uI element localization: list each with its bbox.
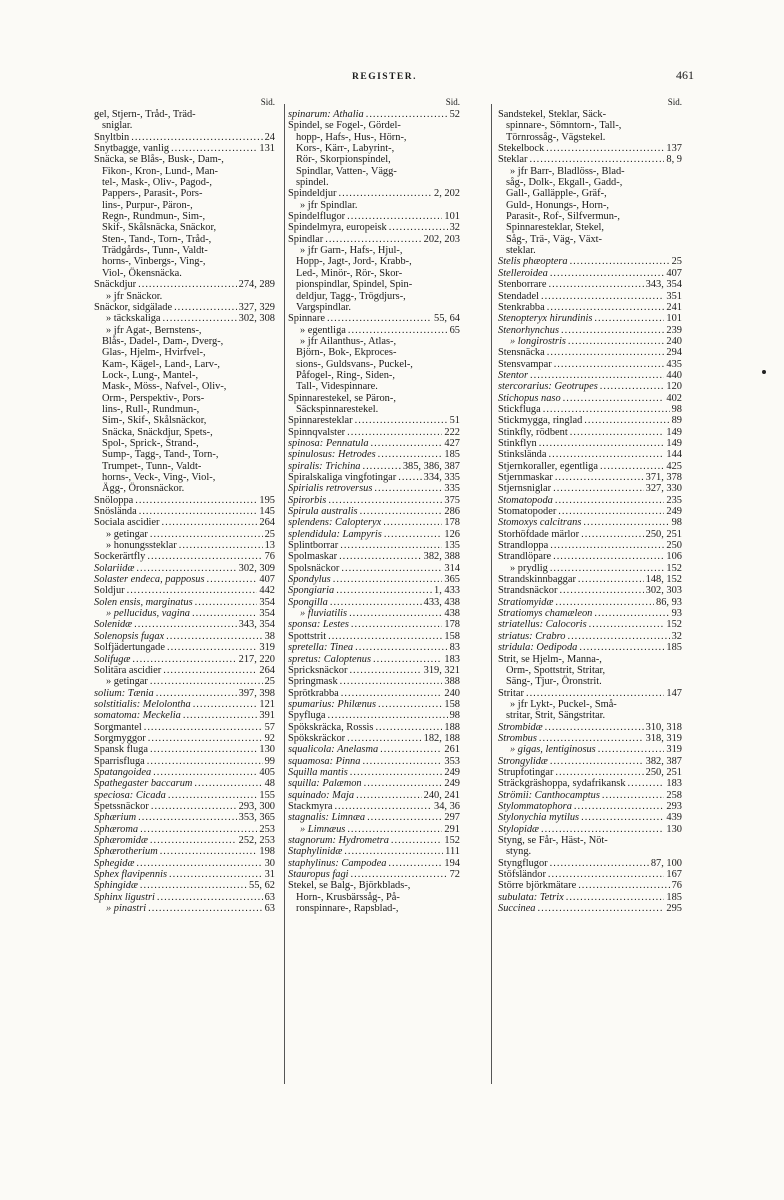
index-line: Blås-, Dadel-, Dam-, Dverg-, [102, 335, 224, 347]
index-entry: Solifugæ ..... 217, 220 [94, 654, 275, 665]
index-entry: Stomatopoder ..... 249 [498, 506, 682, 517]
index-entry: Sphegidæ ..... 30 [94, 858, 275, 869]
index-line: Hopp-, Jagt-, Jord-, Krabb-, [296, 256, 412, 268]
index-line: Spol-, Sprick-, Strand-, [102, 437, 199, 449]
index-entry: Snäckor, sidgälade ..... 327, 329 [94, 302, 275, 313]
index-entry: Strombus ..... 318, 319 [498, 733, 682, 744]
index-entry: stercorarius: Geotrupes ..... 120 [498, 381, 682, 392]
index-line: sions-, Guldsvans-, Puckel-, [296, 358, 413, 370]
index-line: Orm-, Perspektiv-, Pors- [102, 392, 205, 404]
index-entry: Soldjur ..... 442 [94, 585, 275, 596]
index-line: gel, Stjern-, Tråd-, Träd- [94, 109, 196, 120]
index-entry: Spindelmyra, europeisk ..... 32 [288, 222, 460, 233]
index-entry: spinosa: Pennatula ..... 427 [288, 438, 460, 449]
index-entry: spumarius: Philænus ..... 158 [288, 699, 460, 710]
index-entry: stagnalis: Limnæa ..... 297 [288, 812, 460, 823]
page-ref-header: Sid. [260, 97, 275, 107]
index-entry: Sorgmyggor ..... 92 [94, 733, 275, 744]
index-line: » jfr Lykt-, Puckel-, Små- [510, 698, 617, 710]
index-line: » jfr Barr-, Bladlöss-, Blad- [510, 165, 625, 177]
index-entry: Spinnaresteklar ..... 51 [288, 415, 460, 426]
index-entry: Spolsnäckor ..... 314 [288, 563, 460, 574]
index-entry: Solfjädertungade ..... 319 [94, 642, 275, 653]
index-line: Säng-, Tjur-, Öronstrit. [506, 676, 602, 688]
index-entry: Sphex flavipennis ..... 31 [94, 869, 275, 880]
index-entry: Solaster endeca, papposus ..... 407 [94, 574, 275, 585]
index-entry: subulata: Tetrix ..... 185 [498, 892, 682, 903]
index-entry: Snyltbin ..... 24 [94, 132, 275, 143]
index-line: Påfogel-, Ring-, Siden-, [296, 369, 395, 381]
index-entry: sponsa: Lestes ..... 178 [288, 619, 460, 630]
index-entry: Spirula australis ..... 286 [288, 506, 460, 517]
index-line: Pappers-, Parasit-, Pors- [102, 188, 203, 200]
index-entry: squinado: Maja ..... 240, 241 [288, 790, 460, 801]
index-entry: Stinkslända ..... 144 [498, 449, 682, 460]
index-line: Tall-, Videspinnare. [296, 381, 378, 393]
index-entry: Stratiomyidæ ..... 86, 93 [498, 597, 682, 608]
index-line: Styng, se Får-, Häst-, Nöt- [498, 835, 608, 846]
index-entry: Spatangoidea ..... 405 [94, 767, 275, 778]
index-entry: Stenborrare ..... 343, 354 [498, 279, 682, 290]
index-entry: Sphæroma ..... 253 [94, 824, 275, 835]
index-line: steklar. [506, 245, 536, 257]
column-rule [491, 104, 492, 1084]
index-entry: Steklar ..... 8, 9 [498, 154, 682, 165]
index-line: lins-, Purpur-, Päron-, [102, 199, 193, 211]
index-entry: Spricksnäckor ..... 319, 321 [288, 665, 460, 676]
index-entry: Stenkrabba ..... 241 [498, 302, 682, 313]
index-entry: Strömii: Canthocamptus ..... 258 [498, 790, 682, 801]
index-entry: Sparrisfluga ..... 99 [94, 756, 275, 767]
index-entry: Spondylus ..... 365 [288, 574, 460, 585]
index-entry: Stelleroidea ..... 407 [498, 268, 682, 279]
index-entry: Stylonychia mytilus ..... 439 [498, 812, 682, 823]
index-entry: Spottstrit ..... 158 [288, 631, 460, 642]
index-entry: Stratiomys chamæleon ..... 93 [498, 608, 682, 619]
index-line: Horn-, Krusbärssåg-, På- [296, 891, 400, 903]
index-entry: Stenorhynchus ..... 239 [498, 325, 682, 336]
index-entry: Succinea ..... 295 [498, 903, 682, 914]
index-entry: speciosa: Cicada ..... 155 [94, 790, 275, 801]
index-entry: Solen ensis, marginatus ..... 354 [94, 597, 275, 608]
index-entry: Sprötkrabba ..... 240 [288, 688, 460, 699]
index-entry: Stöfsländor ..... 167 [498, 869, 682, 880]
index-line: Spinnarestekel, se Päron-, [288, 392, 396, 404]
index-entry: splendens: Calopteryx ..... 178 [288, 517, 460, 528]
index-entry: » Limnæus ..... 291 [288, 824, 460, 835]
index-line: ronspinnare-, Rapsblad-, [296, 903, 399, 915]
index-entry: Sphæromidæ ..... 252, 253 [94, 835, 275, 846]
index-entry: Sphærium ..... 353, 365 [94, 812, 275, 823]
index-entry: » gigas, lentiginosus ..... 319 [498, 744, 682, 755]
index-line: pionspindlar, Spindel, Spin- [296, 279, 413, 291]
index-line: Mask-, Möss-, Nafvel-, Oliv-, [102, 381, 227, 393]
index-entry: Strupfotingar ..... 250, 251 [498, 767, 682, 778]
margin-mark [762, 370, 766, 374]
index-entry: Stinkflyn ..... 149 [498, 438, 682, 449]
column-rule [284, 104, 285, 1084]
page-ref-header: Sid. [445, 97, 460, 107]
index-line: Törnrossåg-, Vägstekel. [506, 131, 606, 143]
index-line: Snäcka, Snäckdjur, Spets-, [102, 426, 213, 438]
index-line: Gall-, Galläpple-, Gräf-, [506, 188, 607, 200]
index-column-3 [498, 96, 682, 914]
index-line: stritar, Strit, Sängstritar. [506, 710, 606, 722]
index-entry: Sphinx ligustri ..... 63 [94, 892, 275, 903]
index-line: » jfr Spindlar. [300, 199, 358, 211]
index-line: Lock-, Lung-, Mantel-, [102, 369, 199, 381]
index-entry: Stendadel ..... 351 [498, 291, 682, 302]
index-entry: Stickmygga, ringlad ..... 89 [498, 415, 682, 426]
index-entry: » getingar ..... 25 [94, 529, 275, 540]
index-entry: Styngflugor ..... 87, 100 [498, 858, 682, 869]
index-entry: Stjernkoraller, egentliga ..... 425 [498, 461, 682, 472]
index-entry: Snytbagge, vanlig ..... 131 [94, 143, 275, 154]
index-line: Parasit-, Rof-, Silfvermun-, [506, 211, 620, 223]
index-line: tel-, Mask-, Oliv-, Pagod-, [102, 177, 212, 189]
index-line: Led-, Minör-, Rör-, Skor- [296, 267, 403, 279]
index-entry: stagnorum: Hydrometra ..... 152 [288, 835, 460, 846]
index-line: lins-, Rull-, Rundmun-, [102, 403, 200, 415]
index-entry: Solenidæ ..... 343, 354 [94, 619, 275, 630]
index-entry: splendidula: Lampyris ..... 126 [288, 529, 460, 540]
index-entry: Strombidæ ..... 310, 318 [498, 722, 682, 733]
index-entry: spretus: Caloptenus ..... 183 [288, 654, 460, 665]
index-entry: Stjernmaskar ..... 371, 378 [498, 472, 682, 483]
index-line: » jfr Garn-, Hafs-, Hjul-, [300, 245, 403, 257]
index-entry: Spirorbis ..... 375 [288, 495, 460, 506]
index-entry: Spökskräcka, Rossis ..... 188 [288, 722, 460, 733]
index-entry: Strandloppa ..... 250 [498, 540, 682, 551]
index-line: Sump-, Tagg-, Tand-, Torn-, [102, 449, 219, 461]
index-line: Sten-, Tand-, Torn-, Tråd-, [102, 233, 212, 245]
index-line: Viol-, Ökensnäcka. [102, 267, 182, 279]
page-ref-header: Sid. [667, 97, 682, 107]
index-line: Trädgårds-, Tunn-, Valdt- [102, 245, 208, 257]
page-number: 461 [676, 68, 694, 82]
index-line: styng. [506, 846, 532, 858]
index-entry: Spathegaster baccarum ..... 48 [94, 778, 275, 789]
index-entry: Spansk fluga ..... 130 [94, 744, 275, 755]
index-line: Sim-, Skif-, Skålsnäckor, [102, 415, 207, 427]
index-line: Strit, se Hjelm-, Manna-, [498, 653, 602, 665]
index-entry: Stomatopoda ..... 235 [498, 495, 682, 506]
index-entry: spretella: Tinea ..... 83 [288, 642, 460, 653]
index-line: Trumpet-, Tunn-, Valdt- [102, 460, 202, 472]
index-line: Glas-, Hjelm-, Hvirfvel-, [102, 347, 206, 359]
index-line: Skif-, Skålsnäcka, Snäckor, [102, 222, 217, 234]
index-entry: Splintborrar ..... 135 [288, 540, 460, 551]
index-entry: striatellus: Calocoris ..... 152 [498, 619, 682, 630]
index-line: Kam-, Kägel-, Land-, Larv-, [102, 358, 220, 370]
index-entry: Sorgmantel ..... 57 [94, 722, 275, 733]
index-entry: Snäckdjur ..... 274, 289 [94, 279, 275, 290]
index-line: Såg-, Trä-, Väg-, Växt- [506, 233, 603, 245]
index-entry: Solitära ascidier ..... 264 [94, 665, 275, 676]
index-line: Spindlar, Vatten-, Vägg- [296, 165, 397, 177]
index-line: såg-, Dolk-, Ekgall-, Gadd-, [506, 177, 623, 189]
index-entry: Spyfluga ..... 98 [288, 710, 460, 721]
index-entry: Stensvampar ..... 435 [498, 359, 682, 370]
index-entry: Spongiaria ..... 1, 433 [288, 585, 460, 596]
index-entry: Sockerärtfly ..... 76 [94, 551, 275, 562]
index-entry: spinarum: Athalia ..... 52 [288, 109, 460, 120]
index-line: Fikon-, Kron-, Lund-, Man- [102, 165, 219, 177]
index-entry: Stinkfly, rödbent ..... 149 [498, 427, 682, 438]
index-line: Kors-, Kärr-, Labyrint-, [296, 143, 395, 155]
index-entry: » egentliga ..... 65 [288, 325, 460, 336]
index-line: deldjur, Tagg-, Trögdjurs-, [296, 290, 406, 302]
index-entry: somatoma: Meckelia ..... 391 [94, 710, 275, 721]
index-entry: Stenopteryx hirundinis ..... 101 [498, 313, 682, 324]
index-entry: Stichopus naso ..... 402 [498, 393, 682, 404]
index-line: sniglar. [102, 120, 133, 132]
index-entry: Strandlöpare ..... 106 [498, 551, 682, 562]
index-line: Snäcka, se Blås-, Busk-, Dam-, [94, 154, 224, 166]
index-line: Spinnaresteklar, Stekel, [506, 222, 604, 234]
index-entry: Strandsnäckor ..... 302, 303 [498, 585, 682, 596]
index-entry: Solenopsis fugax ..... 38 [94, 631, 275, 642]
index-entry: » pinastri ..... 63 [94, 903, 275, 914]
index-entry: Strongylidæ ..... 382, 387 [498, 756, 682, 767]
index-entry: Stensnäcka ..... 294 [498, 347, 682, 358]
index-entry: Stylopidæ ..... 130 [498, 824, 682, 835]
index-line: Stekel, se Balg-, Björkblads-, [288, 880, 411, 892]
index-entry: Spetssnäckor ..... 293, 300 [94, 801, 275, 812]
index-entry: Spinnqvalster ..... 222 [288, 427, 460, 438]
index-column-2 [288, 96, 460, 914]
index-line: horns-, Vinbergs-, Ving-, [102, 256, 206, 268]
running-title: REGISTER. [352, 72, 417, 82]
index-entry: Större björkmätare ..... 76 [498, 880, 682, 891]
index-line: Guld-, Honungs-, Horn-, [506, 199, 610, 211]
index-entry: spiralis: Trichina ..... 385, 386, 387 [288, 461, 460, 472]
index-entry: Snöslända ..... 145 [94, 506, 275, 517]
index-entry: » prydlig ..... 152 [498, 563, 682, 574]
index-entry: Squilla mantis ..... 249 [288, 767, 460, 778]
index-entry: Spongilla ..... 433, 438 [288, 597, 460, 608]
index-line: Björn-, Bok-, Ekproces- [296, 347, 397, 359]
index-entry: Spiralskaliga vingfotingar ..... 334, 335 [288, 472, 460, 483]
index-line: » jfr Snäckor. [106, 290, 163, 302]
index-entry: Stauropus fagi ..... 72 [288, 869, 460, 880]
index-entry: Stjernsniglar ..... 327, 330 [498, 483, 682, 494]
index-entry: squalicola: Anelasma ..... 261 [288, 744, 460, 755]
index-line: Ägg-, Öronsnäckor. [102, 483, 185, 495]
index-entry: Sträckgräshoppa, sydafrikansk ..... 183 [498, 778, 682, 789]
index-line: Rör-, Skorpionspindel, [296, 154, 391, 166]
index-line: Regn-, Rundmun-, Sim-, [102, 211, 206, 223]
index-line: Orm-, Spottstrit, Stritar, [506, 664, 606, 676]
index-entry: Stackmyra ..... 34, 36 [288, 801, 460, 812]
index-entry: Spolmaskar ..... 382, 388 [288, 551, 460, 562]
index-entry: Staphylinidæ ..... 111 [288, 846, 460, 857]
index-entry: Storhöfdade märlor ..... 250, 251 [498, 529, 682, 540]
index-line: Vargspindlar. [296, 301, 351, 313]
index-entry: » pellucidus, vagina ..... 354 [94, 608, 275, 619]
index-entry: staphylinus: Campodea ..... 194 [288, 858, 460, 869]
index-entry: Stentor ..... 440 [498, 370, 682, 381]
index-entry: solium: Tænia ..... 397, 398 [94, 688, 275, 699]
index-entry: Solariidæ ..... 302, 309 [94, 563, 275, 574]
index-entry: Stekelbock ..... 137 [498, 143, 682, 154]
index-line: Säckspinnarestekel. [296, 403, 379, 415]
index-entry: Snöloppa ..... 195 [94, 495, 275, 506]
index-column-1 [94, 96, 275, 914]
index-entry: » longirostris ..... 240 [498, 336, 682, 347]
index-entry: » fluviatilis ..... 438 [288, 608, 460, 619]
index-entry: Stomoxys calcitrans ..... 98 [498, 517, 682, 528]
index-line: horns-, Veck-, Ving-, Viol-, [102, 472, 216, 483]
index-entry: » getingar ..... 25 [94, 676, 275, 687]
index-entry: » täckskaliga ..... 302, 308 [94, 313, 275, 324]
index-line: Sandstekel, Steklar, Säck- [498, 109, 607, 120]
index-entry: solstitialis: Melolontha ..... 121 [94, 699, 275, 710]
index-line: » jfr Agat-, Bernstens-, [106, 324, 202, 336]
index-entry: spinulosus: Hetrodes ..... 185 [288, 449, 460, 460]
index-entry: Stelis phæoptera ..... 25 [498, 256, 682, 267]
index-entry: Spindeldjur ..... 2, 202 [288, 188, 460, 199]
page-header [0, 70, 784, 86]
index-entry: Spinnare ..... 55, 64 [288, 313, 460, 324]
index-entry: Stritar ..... 147 [498, 688, 682, 699]
index-entry: Spirialis retroversus ..... 335 [288, 483, 460, 494]
index-entry: squilla: Palæmon ..... 249 [288, 778, 460, 789]
index-entry: Strandskinnbaggar ..... 148, 152 [498, 574, 682, 585]
index-entry: Spindelflugor ..... 101 [288, 211, 460, 222]
index-entry: stridula: Oedipoda ..... 185 [498, 642, 682, 653]
index-entry: Sphærotherium ..... 198 [94, 846, 275, 857]
index-line: Spindel, se Fogel-, Gördel- [288, 120, 401, 132]
index-entry: Springmask ..... 388 [288, 676, 460, 687]
index-entry: Sociala ascidier ..... 264 [94, 517, 275, 528]
index-line: spindel. [296, 177, 329, 189]
index-entry: Sphingidæ ..... 55, 62 [94, 880, 275, 891]
index-line: » jfr Ailanthus-, Atlas-, [300, 335, 397, 347]
index-line: hopp-, Hafs-, Hus-, Hörn-, [296, 131, 407, 143]
index-line: spinnare-, Sömntorn-, Tall-, [506, 120, 622, 132]
index-entry: squamosa: Pinna ..... 353 [288, 756, 460, 767]
index-entry: striatus: Crabro ..... 32 [498, 631, 682, 642]
index-entry: Stylommatophora ..... 293 [498, 801, 682, 812]
index-entry: Stickfluga ..... 98 [498, 404, 682, 415]
index-entry: Spökskräckor ..... 182, 188 [288, 733, 460, 744]
index-entry: Spindlar ..... 202, 203 [288, 234, 460, 245]
index-entry: » honungssteklar ..... 13 [94, 540, 275, 551]
